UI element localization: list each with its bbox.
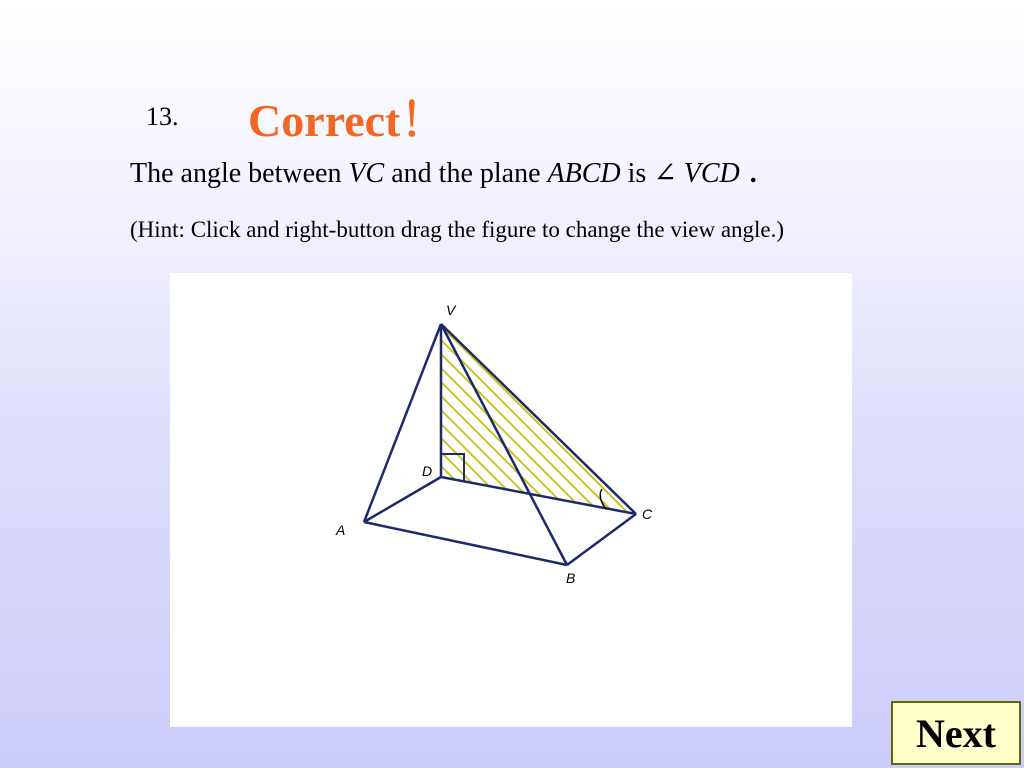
label-b: B bbox=[566, 570, 576, 586]
hatch-line bbox=[410, 561, 650, 727]
question-number: 13. bbox=[146, 102, 179, 131]
edge-vb bbox=[441, 324, 567, 565]
statement-end: . bbox=[749, 158, 757, 189]
edge-va bbox=[364, 324, 441, 522]
pyramid-figure[interactable] bbox=[170, 273, 852, 727]
label-v: V bbox=[446, 302, 456, 318]
next-button[interactable]: Next bbox=[891, 701, 1021, 765]
edge-vc bbox=[441, 324, 636, 514]
angle-arc-c bbox=[600, 489, 606, 509]
statement-angle: VCD bbox=[676, 158, 740, 189]
label-c: C bbox=[642, 506, 653, 522]
answer-statement bbox=[130, 156, 757, 190]
edge-ab bbox=[364, 522, 567, 565]
edge-bc bbox=[567, 514, 636, 565]
hatch-line bbox=[410, 617, 650, 727]
statement-text-1: The angle between bbox=[130, 158, 349, 189]
hatch-line bbox=[410, 603, 650, 727]
hatch-line bbox=[410, 547, 650, 727]
statement-vc: VC bbox=[348, 158, 385, 189]
hatched-triangle-vdc bbox=[410, 273, 650, 727]
result-correct: Correct！ bbox=[248, 95, 447, 146]
figure-panel[interactable] bbox=[170, 273, 852, 727]
hatch-line bbox=[410, 589, 650, 727]
hatch-line bbox=[410, 631, 650, 727]
statement-text-2: and the plane bbox=[384, 158, 548, 189]
statement-plane: ABCD bbox=[547, 158, 621, 189]
hatch-line bbox=[410, 533, 650, 727]
statement-text-3: is bbox=[620, 158, 654, 189]
angle-icon: ∠ bbox=[653, 158, 677, 189]
edge-ad bbox=[364, 477, 441, 522]
hatch-line bbox=[410, 575, 650, 727]
hint-text: (Hint: Click and right-button drag the figure to change the view angle.) bbox=[130, 217, 785, 242]
hatch-line bbox=[410, 365, 650, 605]
hatch-line bbox=[410, 519, 650, 727]
pyramid-edges bbox=[364, 324, 636, 565]
label-d: D bbox=[422, 463, 433, 479]
hatch-line bbox=[410, 491, 650, 727]
hatch-line bbox=[410, 477, 650, 717]
label-a: A bbox=[336, 522, 346, 538]
